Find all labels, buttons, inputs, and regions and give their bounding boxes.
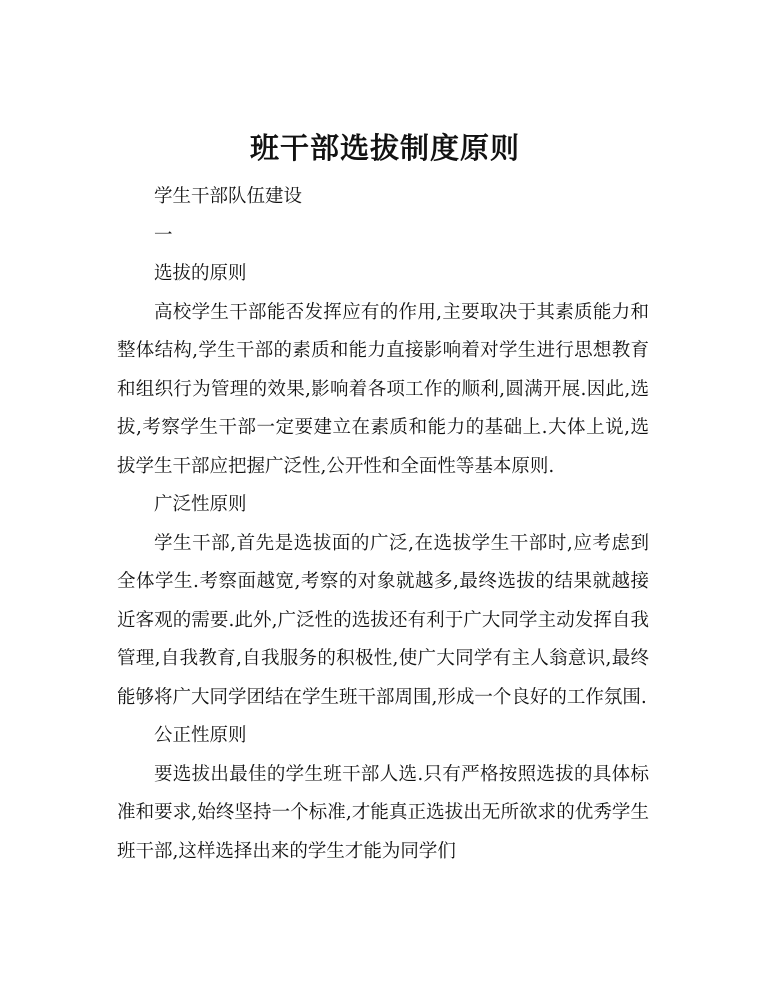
section-heading-fairness-principle: 公正性原则 — [154, 725, 247, 746]
section-number: 一 — [154, 224, 173, 246]
paragraph-intro: 高校学生干部能否发挥应有的作用,主要取决于其素质能力和整体结构,学生干部的素质和能力直接影响着对学生进行思想教育和组织行为管理的效果,影响着各项工作的顺利,圆满开展.因此,选拔,考察学生干部一定要建立在素质和能力的基础上.大体上说,选拔学生干部应把握广泛性,公开性和全面性等基本原则. — [117, 301, 649, 477]
document-title: 班干部选拔制度原则 — [249, 131, 520, 165]
section-heading-breadth-principle: 广泛性原则 — [154, 494, 247, 515]
document-body — [117, 178, 649, 871]
section-heading-selection-principles: 选拔的原则 — [154, 263, 247, 284]
paragraph-fairness: 要选拔出最佳的学生班干部人选.只有严格按照选拔的具体标准和要求,始终坚持一个标准,才能真正选拔出无所欲求的优秀学生班干部,这样选择出来的学生才能为同学们 — [117, 763, 649, 862]
paragraph-breadth: 学生干部,首先是选拔面的广泛,在选拔学生干部时,应考虑到全体学生.考察面越宽,考察的对象就越多,最终选拔的结果就越接近客观的需要.此外,广泛性的选拔还有利于广大同学主动发挥自我管理,自我教育,自我服务的积极性,使广大同学有主人翁意识,最终能够将广大同学团结在学生班干部周围,形成一个良好的工作氛围. — [117, 532, 649, 708]
section-heading-team-building: 学生干部队伍建设 — [154, 186, 303, 207]
